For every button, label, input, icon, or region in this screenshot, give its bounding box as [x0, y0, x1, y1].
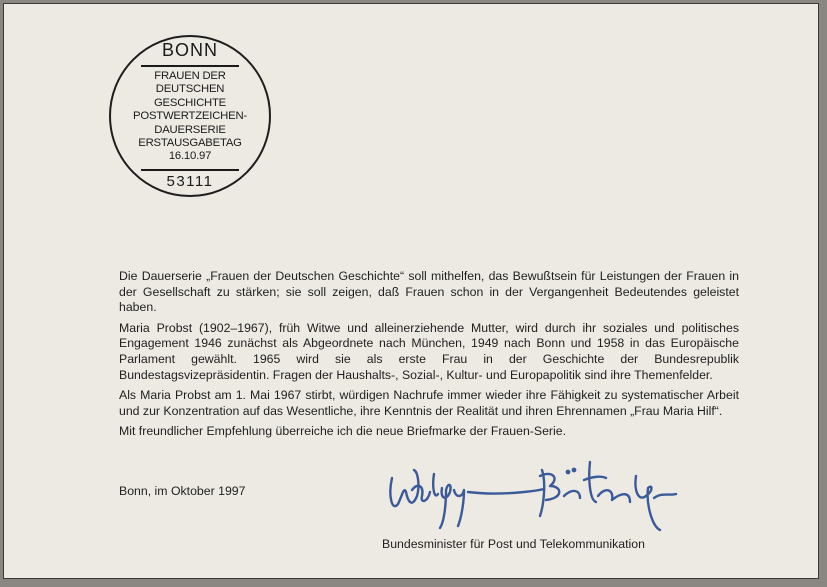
first-day-postmark [109, 35, 271, 197]
letter-paragraph: Mit freundlicher Empfehlung überreiche ich die neue Briefmarke der Frauen-Serie. [119, 424, 567, 439]
postmark-line: DAUERSERIE [154, 123, 226, 136]
signer-title: Bundesminister für Post und Telekommunikation [382, 537, 645, 551]
postmark-city: BONN [161, 40, 218, 60]
letter-paragraph: Die Dauerserie „Frauen der Deutschen Geschichte“ soll mithelfen, das Bewußtsein für Leistungen der Frauen in der Gesellschaft zu stärken; sie soll zeigen, daß Frauen schon in der Vergangenheit Bedeutendes geleistet haben. [119, 269, 739, 315]
postmark-line: GESCHICHTE [153, 96, 227, 109]
handwritten-signature [384, 456, 684, 534]
postmark-bottom-rule [141, 169, 239, 171]
first-day-sheet [3, 3, 819, 579]
postmark-line: FRAUEN DER [154, 70, 226, 82]
place-date: Bonn, im Oktober 1997 [119, 484, 246, 498]
postmark-line: DEUTSCHEN [155, 83, 225, 96]
postmark-text [111, 70, 269, 164]
postmark-line: POSTWERTZEICHEN- [133, 110, 247, 123]
letter-paragraph: Als Maria Probst am 1. Mai 1967 stirbt, würdigen Nachrufe immer wieder ihre Fähigkeit zu systematischer Arbeit und zur Konzentration auf das Wesentliche, ihre Kenntnis der Realität und ihren Ehrennamen „Frau Maria Hilf“. [119, 388, 739, 418]
letter-body [119, 269, 739, 445]
postmark-top-rule [141, 65, 239, 67]
letter-paragraph: Maria Probst (1902–1967), früh Witwe und alleinerziehende Mutter, wird durch ihr soziales und politisches Engagement 1946 zunächst als Abgeordnete nach München, 1949 nach Bonn und 1958 in das Europäische Parlament gewählt. 1965 wird sie als erste Frau in der Geschichte der Bundesrepublik Bundestagsvizepräsidentin. Fragen der Haushalts-, Sozial-, Kultur- und Europapolitik sind ihre Themenfelder. [119, 320, 739, 382]
postmark-line: ERSTAUSGABETAG [138, 137, 242, 150]
postmark-zip: 53111 [166, 173, 214, 190]
postmark-date: 16.10.97 [168, 150, 212, 163]
